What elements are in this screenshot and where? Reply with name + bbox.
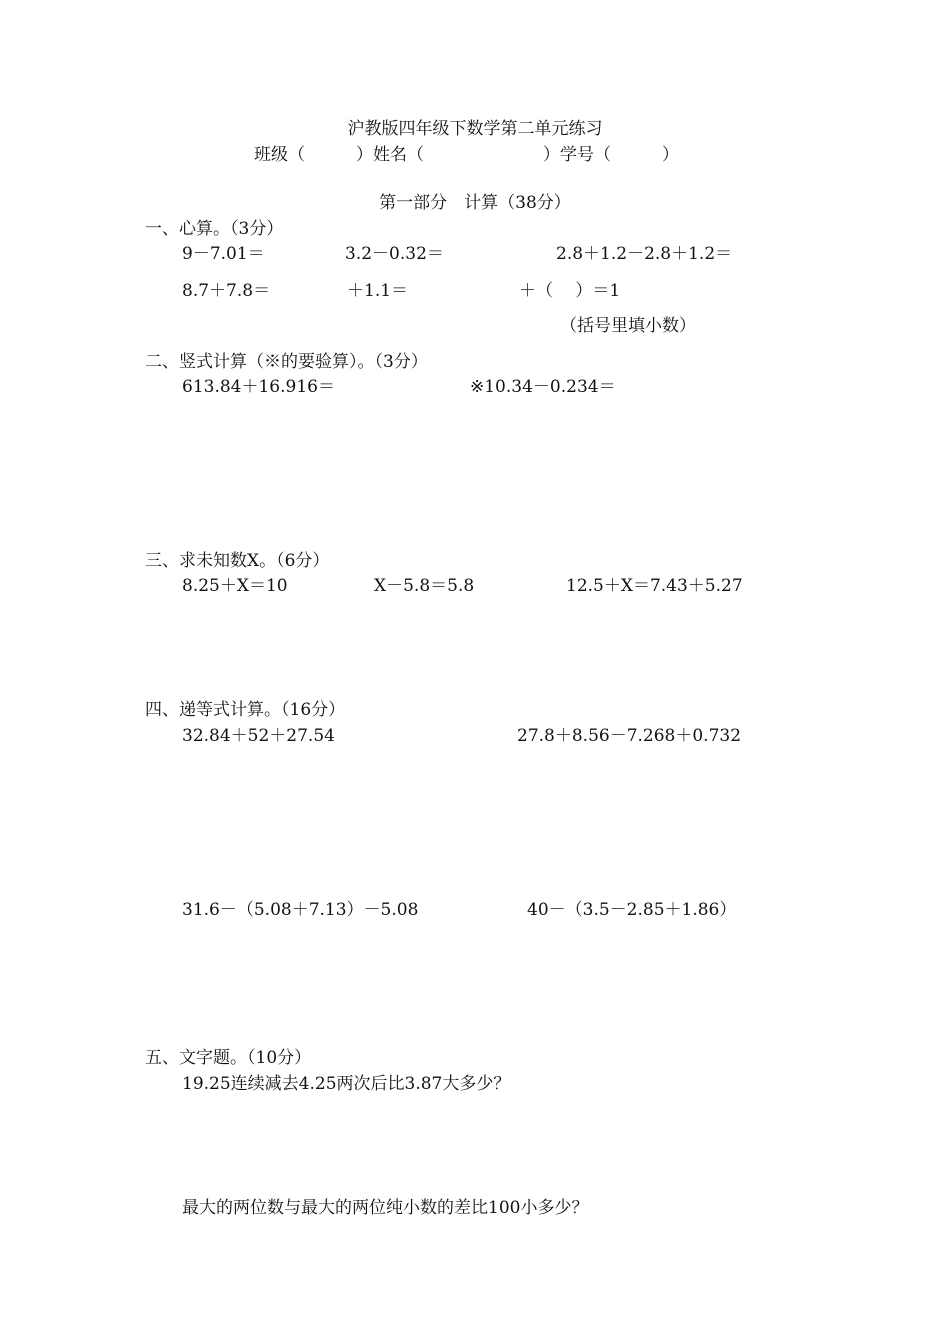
step-calc-item: 32.84＋52＋27.54 [182, 726, 335, 746]
word-problem: 19.25连续减去4.25两次后比3.87大多少？ [182, 1074, 511, 1094]
student-info-line: 班级（ ）姓名（ ）学号（ ） [254, 145, 679, 165]
mental-calc-item: ＋1.1＝ [347, 281, 409, 301]
step-calc-item: 40－（3.5－2.85＋1.86） [527, 900, 737, 920]
section-3-heading: 三、求未知数X。（6分） [145, 551, 330, 571]
vertical-calc-item: ※10.34－0.234＝ [470, 377, 616, 397]
section-4-heading: 四、递等式计算。（16分） [145, 700, 346, 720]
mental-calc-item: 3.2－0.32＝ [345, 244, 444, 264]
mental-calc-item: 2.8＋1.2－2.8＋1.2＝ [556, 244, 733, 264]
word-problem: 最大的两位数与最大的两位纯小数的差比100小多少？ [182, 1198, 589, 1218]
mental-calc-item: ＋（ ）＝1 [519, 281, 621, 301]
section-5-heading: 五、文字题。（10分） [145, 1048, 312, 1068]
mental-calc-item: 8.7＋7.8＝ [182, 281, 271, 301]
mental-calc-item: 9－7.01＝ [182, 244, 265, 264]
equation-item: 8.25＋X＝10 [182, 576, 288, 596]
step-calc-item: 27.8＋8.56－7.268＋0.732 [517, 726, 742, 746]
page-title: 沪教版四年级下数学第二单元练习 [347, 119, 603, 139]
vertical-calc-item: 613.84＋16.916＝ [182, 377, 335, 397]
equation-item: 12.5＋X＝7.43＋5.27 [566, 576, 743, 596]
equation-item: X－5.8＝5.8 [374, 576, 475, 596]
section-1-heading: 一、心算。（3分） [145, 219, 284, 239]
section-2-heading: 二、竖式计算（※的要验算）。（3分） [145, 352, 428, 372]
fill-decimal-note: （括号里填小数） [560, 316, 696, 336]
step-calc-item: 31.6－（5.08＋7.13）－5.08 [182, 900, 419, 920]
part-one-title: 第一部分 计算（38分） [379, 193, 571, 213]
